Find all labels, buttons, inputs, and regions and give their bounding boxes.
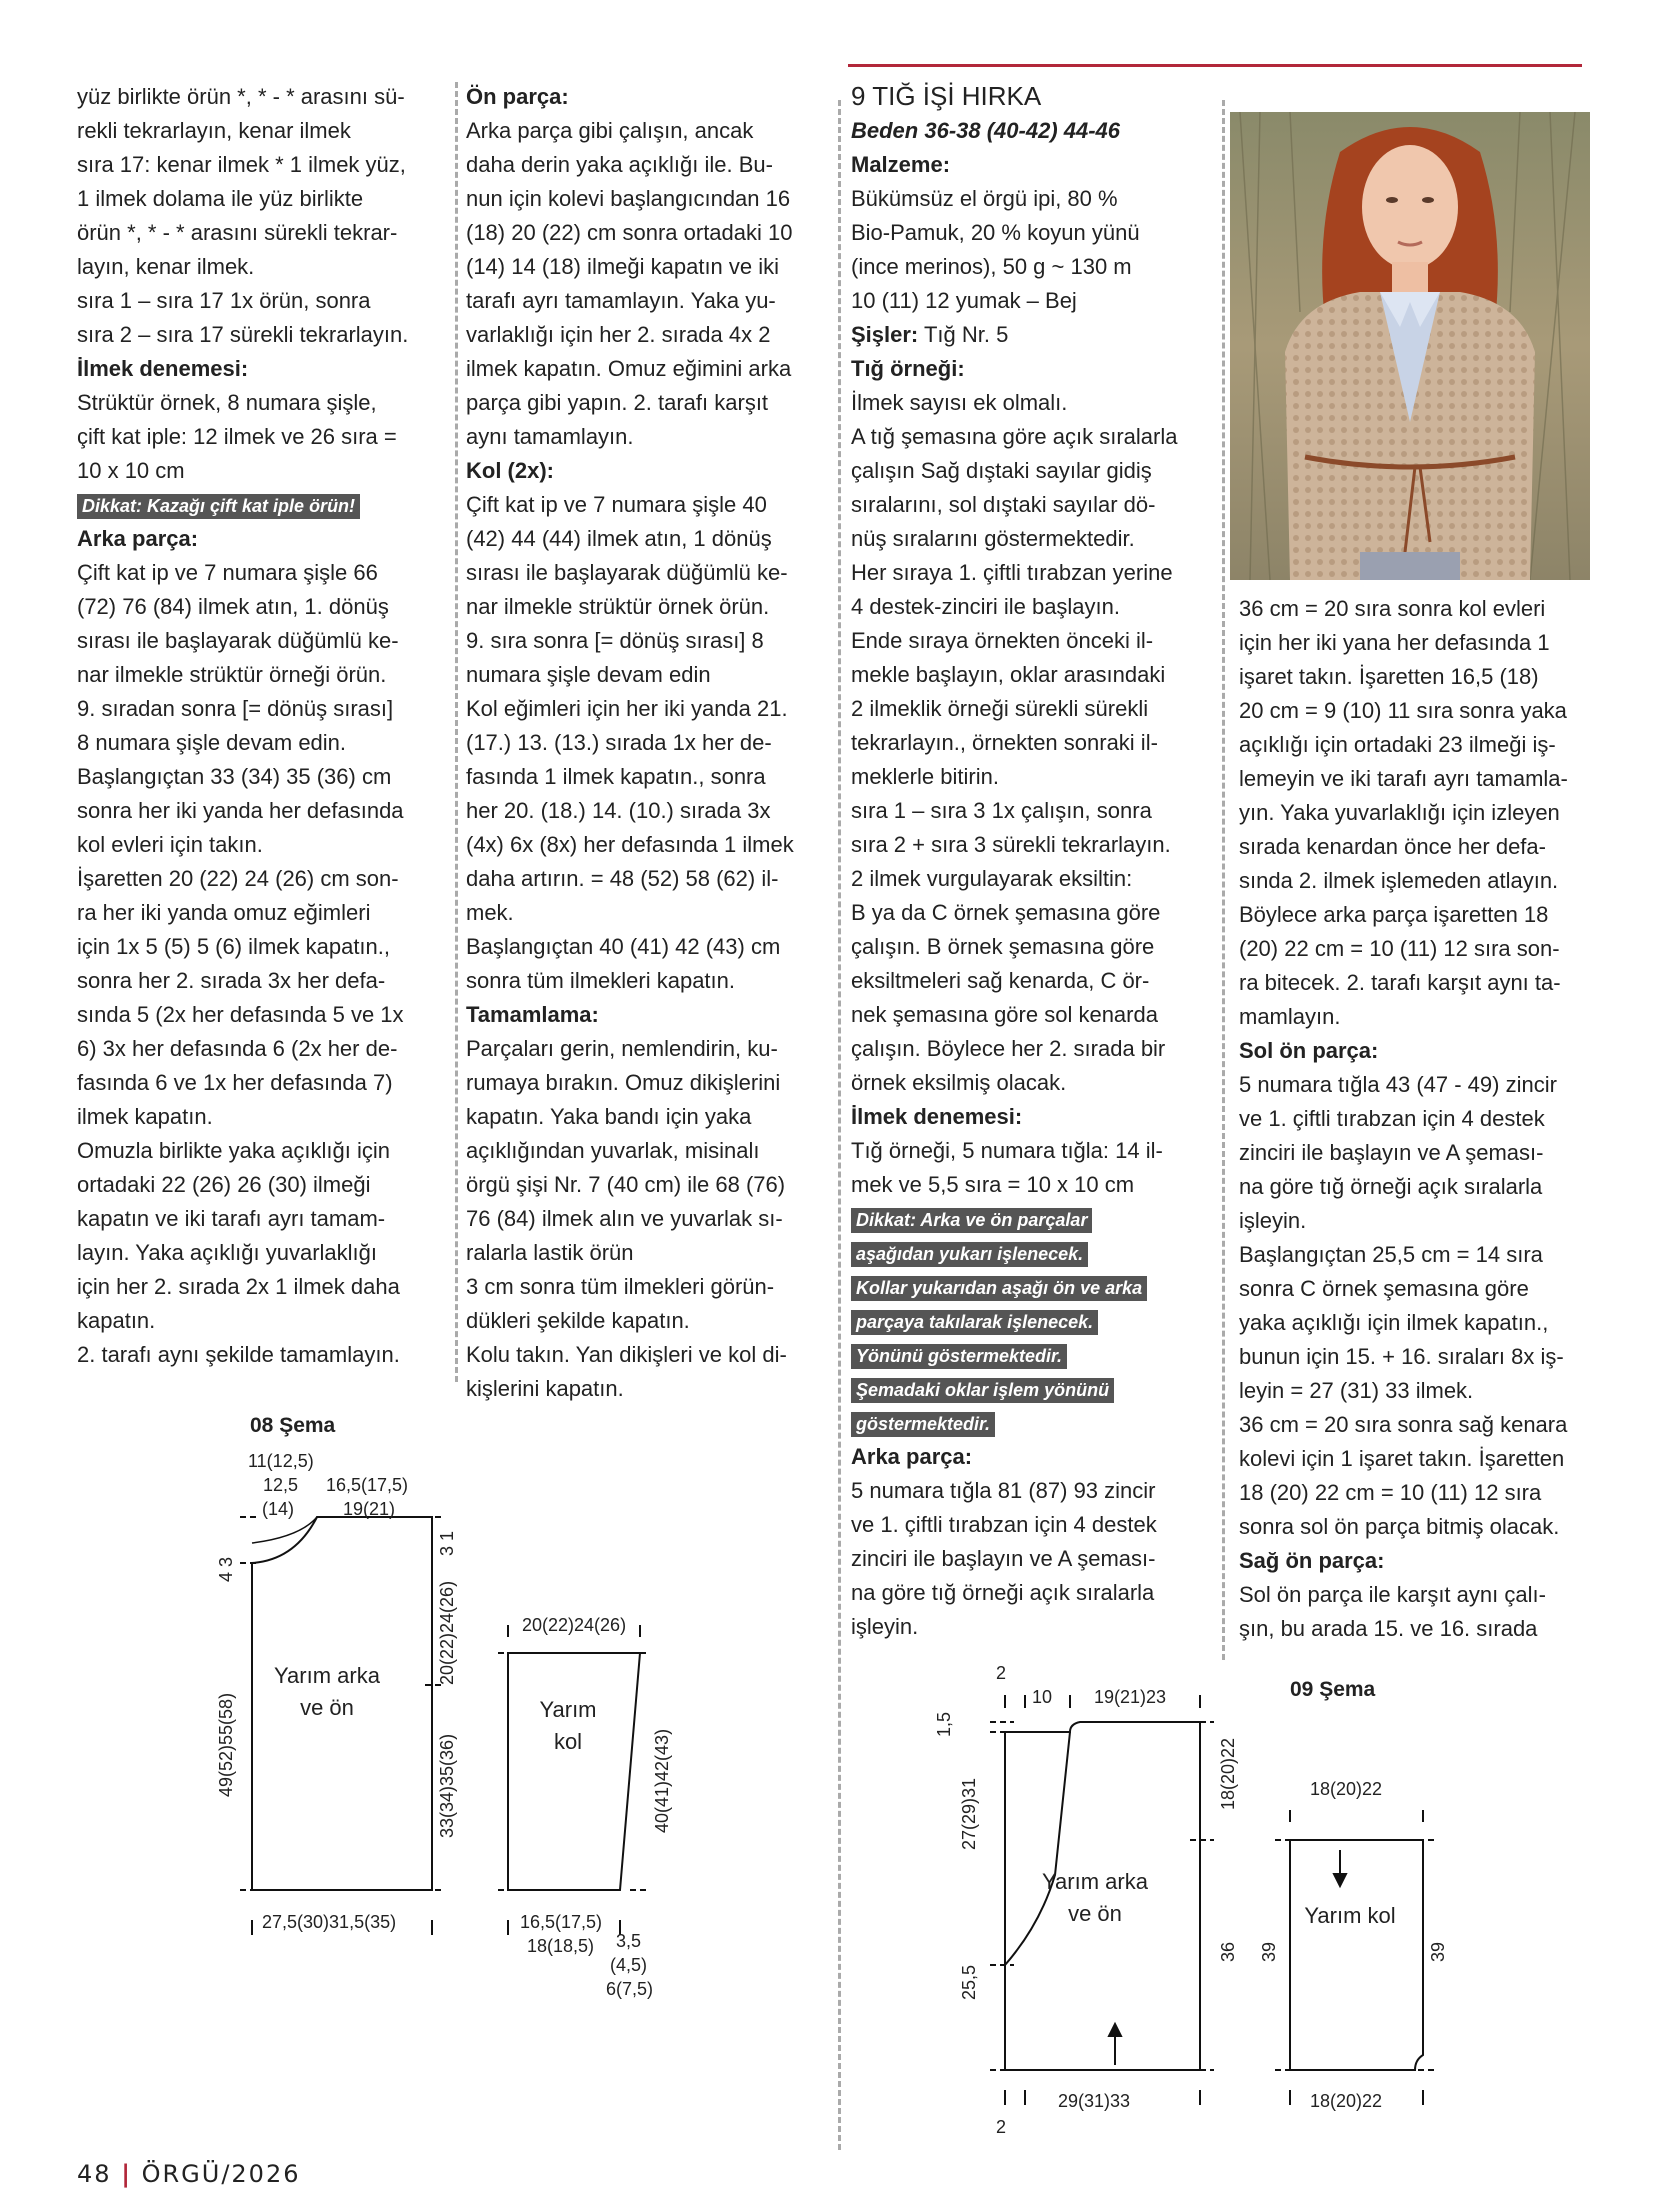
col1-line: sıra 17: kenar ilmek * 1 ilmek yüz, xyxy=(77,152,406,177)
col3-line: çalışın Sağ dıştaki sayılar gidiş xyxy=(851,458,1152,483)
col4-line: ve 1. çiftli tırabzan için 4 destek xyxy=(1239,1106,1545,1131)
col1-line: 6) 3x her defasında 6 (2x her de- xyxy=(77,1036,398,1061)
col1-line: Omuzla birlikte yaka açıklığı için xyxy=(77,1138,390,1163)
col3-line: çalışın. Böylece her 2. sırada bir xyxy=(851,1036,1166,1061)
article-title: 9 TIĞ İŞİ HIRKA xyxy=(851,81,1042,111)
col4-line: lemeyin ve iki tarafı ayrı tamamla- xyxy=(1239,766,1568,791)
col3-line: 2 ilmek vurgulayarak eksiltin: xyxy=(851,866,1133,891)
col3-line: na göre tığ örneği açık sıralarla xyxy=(851,1580,1155,1605)
col2-line: dükleri şekilde kapatın. xyxy=(466,1308,690,1333)
sema09-left-upper: 27(29)31 xyxy=(959,1777,979,1850)
col3-line: 10 (11) 12 yumak – Bej xyxy=(851,288,1077,313)
col3-line xyxy=(851,1236,1213,1270)
col3-line: İlmek sayısı ek olmalı. xyxy=(851,390,1068,415)
col3-line: Tığ örneği: xyxy=(851,356,965,381)
col3-line: Arka parça: xyxy=(851,1444,973,1469)
col2-line: Tamamlama: xyxy=(466,1002,599,1027)
col2-line: nar ilmekle strüktür örnek örün. xyxy=(466,594,770,619)
sema08-left-big: 49(52)55(58) xyxy=(216,1692,236,1797)
col2-line: (17.) 13. (13.) sırada 1x her de- xyxy=(466,730,772,755)
col4-line: 36 cm = 20 sıra sonra kol evleri xyxy=(1239,596,1546,621)
sema09-top-10: 10 xyxy=(1032,1687,1053,1707)
page-footer xyxy=(77,2160,301,2188)
col4-line: zinciri ile başlayın ve A şeması- xyxy=(1239,1140,1544,1165)
sema08-sleeve-right: 40(41)42(43) xyxy=(652,1728,672,1833)
col1-line: çift kat iple: 12 ilmek ve 26 sıra = xyxy=(77,424,397,449)
col3-line: A tığ şemasına göre açık sıralarla xyxy=(851,424,1178,449)
sema08-sleeve-bottom-c: 3,5 xyxy=(616,1931,642,1951)
col1-line: 10 x 10 cm xyxy=(77,458,185,483)
col3-line: nüş sıralarını göstermektedir. xyxy=(851,526,1135,551)
col4-line: Sağ ön parça: xyxy=(1239,1548,1385,1573)
col1-line: 8 numara şişle devam edin. xyxy=(77,730,347,755)
col3-line: zinciri ile başlayın ve A şeması- xyxy=(851,1546,1156,1571)
col3-line xyxy=(851,1270,1213,1304)
line-heading: Şişler: xyxy=(851,322,919,347)
sema09-sleeve-top: 18(20)22 xyxy=(1310,1779,1383,1799)
col1-line: layın, kenar ilmek. xyxy=(77,254,255,279)
sema09-left-15: 1,5 xyxy=(934,1711,954,1737)
col2-line: 3 cm sonra tüm ilmekleri görün- xyxy=(466,1274,775,1299)
col4-line: bunun için 15. + 16. sıraları 8x iş- xyxy=(1239,1344,1564,1369)
col1-line: ra her iki yanda omuz eğimleri xyxy=(77,900,371,925)
col1-line: sonra her 2. sırada 3x her defa- xyxy=(77,968,386,993)
col2-line: Arka parça gibi çalışın, ancak xyxy=(466,118,754,143)
col2-line: örgü şişi Nr. 7 (40 cm) ile 68 (76) xyxy=(466,1172,786,1197)
col1-line: İşaretten 20 (22) 24 (26) cm son- xyxy=(77,866,399,891)
col1-line: için her 2. sırada 2x 1 ilmek daha xyxy=(77,1274,400,1299)
col3-line: (ince merinos), 50 g ~ 130 m xyxy=(851,254,1132,279)
header-rule xyxy=(848,64,1582,67)
col2-line: sonra tüm ilmekleri kapatın. xyxy=(466,968,735,993)
col2-line: Kolu takın. Yan dikişleri ve kol di- xyxy=(466,1342,787,1367)
col2-line: (18) 20 (22) cm sonra ortadaki 10 xyxy=(466,220,793,245)
col4-line: 36 cm = 20 sıra sonra sağ kenara xyxy=(1239,1412,1568,1437)
sema08-bottom: 27,5(30)31,5(35) xyxy=(262,1912,397,1932)
col2-line: varlaklığı için her 2. sırada 4x 2 xyxy=(466,322,771,347)
col2-line: her 20. (18.) 14. (10.) sırada 3x xyxy=(466,798,771,823)
note-highlight: Kollar yukarıdan aşağı ön ve arka xyxy=(851,1276,1147,1301)
sema08-sleeve-bottom-d: (4,5) xyxy=(610,1955,648,1975)
col3-line: mekle başlayın, oklar arasındaki xyxy=(851,662,1166,687)
cardigan-photo xyxy=(1230,112,1590,580)
col2-line: mek. xyxy=(466,900,514,925)
sema09-top-2: 2 xyxy=(996,1663,1007,1683)
note-highlight: göstermektedir. xyxy=(851,1412,995,1437)
col1-line: sırası ile başlayarak düğümlü ke- xyxy=(77,628,399,653)
col2-line: Başlangıçtan 40 (41) 42 (43) cm xyxy=(466,934,781,959)
col4-line: yın. Yaka yuvarlaklığı için izleyen xyxy=(1239,800,1560,825)
col1-line: İlmek denemesi: xyxy=(77,356,249,381)
col3-line xyxy=(851,1372,1213,1406)
col2-line: fasında 1 ilmek kapatın., sonra xyxy=(466,764,766,789)
column-3 xyxy=(851,148,1213,1644)
sema08-sleeve-bottom-b: 18(18,5) xyxy=(527,1936,595,1956)
col2-line: (42) 44 (44) ilmek atın, 1 dönüş xyxy=(466,526,772,551)
col4-line: Sol ön parça ile karşıt aynı çalı- xyxy=(1239,1582,1546,1607)
col1-line: kapatın. xyxy=(77,1308,156,1333)
footer-separator: | xyxy=(121,2160,132,2188)
col2-line: numara şişle devam edin xyxy=(466,662,711,687)
col3-line: eksiltmeleri sağ kenarda, C ör- xyxy=(851,968,1150,993)
sema08-top-b: 12,5 xyxy=(263,1475,299,1495)
col1-line: 2. tarafı aynı şekilde tamamlayın. xyxy=(77,1342,400,1367)
sema09-right-upper: 18(20)22 xyxy=(1218,1737,1238,1810)
note-highlight: parçaya takılarak işlenecek. xyxy=(851,1310,1098,1335)
sema08-sleeve-bottom-a: 16,5(17,5) xyxy=(520,1912,603,1932)
col1-line: 1 ilmek dolama ile yüz birlikte xyxy=(77,186,364,211)
col3-line: örnek eksilmiş olacak. xyxy=(851,1070,1067,1095)
col2-line: açıklığından yuvarlak, misinalı xyxy=(466,1138,760,1163)
col3-line: Bio-Pamuk, 20 % koyun yünü xyxy=(851,220,1140,245)
col4-line: 18 (20) 22 cm = 10 (11) 12 sıra xyxy=(1239,1480,1542,1505)
col2-line: rumaya bırakın. Omuz dikişlerini xyxy=(466,1070,781,1095)
note-highlight: Dikkat: Arka ve ön parçalar xyxy=(851,1208,1092,1233)
col4-line: sında 2. ilmek işlemeden atlayın. xyxy=(1239,868,1559,893)
col3-line: nek şemasına göre sol kenarda xyxy=(851,1002,1158,1027)
col2-line: Kol (2x): xyxy=(466,458,554,483)
sema08-sleeve-label: Yarım kol xyxy=(539,1697,597,1754)
col4-line: işleyin. xyxy=(1239,1208,1307,1233)
note-highlight: Dikkat: Kazağı çift kat iple örün! xyxy=(77,494,360,519)
col2-line: (4x) 6x (8x) her defasında 1 ilmek xyxy=(466,832,794,857)
col3-line: 5 numara tığla 81 (87) 93 zincir xyxy=(851,1478,1156,1503)
col4-line: için her iki yana her defasında 1 xyxy=(1239,630,1550,655)
col2-line: nun için kolevi başlangıcından 16 xyxy=(466,186,791,211)
col1-line: Arka parça: xyxy=(77,526,199,551)
col2-line: Ön parça: xyxy=(466,84,569,109)
col1-line: sonra her iki yanda her defasında xyxy=(77,798,404,823)
col4-line: sonra sol ön parça bitmiş olacak. xyxy=(1239,1514,1560,1539)
col4-line: Sol ön parça: xyxy=(1239,1038,1379,1063)
col1-line: Çift kat ip ve 7 numara şişle 66 xyxy=(77,560,378,585)
col1-line: layın. Yaka açıklığı yuvarlaklığı xyxy=(77,1240,377,1265)
col2-line: Parçaları gerin, nemlendirin, ku- xyxy=(466,1036,778,1061)
sema09-body-label: Yarım arka ve ön xyxy=(1042,1869,1148,1926)
col2-line: sırası ile başlayarak düğümlü ke- xyxy=(466,560,788,585)
col3-line: işleyin. xyxy=(851,1614,919,1639)
article-size: Beden 36-38 (40-42) 44-46 xyxy=(851,118,1121,143)
col4-line: ra bitecek. 2. tarafı karşıt aynı ta- xyxy=(1239,970,1561,995)
sema09-right-36: 36 xyxy=(1218,1941,1238,1962)
col4-line: (20) 22 cm = 10 (11) 12 sıra son- xyxy=(1239,936,1560,961)
col1-line: sında 5 (2x her defasında 5 ve 1x xyxy=(77,1002,404,1027)
col3-line: çalışın. B örnek şemasına göre xyxy=(851,934,1155,959)
col1-line: için 1x 5 (5) 5 (6) ilmek kapatın., xyxy=(77,934,391,959)
column-1 xyxy=(77,80,439,1372)
col2-line: 9. sıra sonra [= dönüş sırası] 8 xyxy=(466,628,764,653)
col1-line: Strüktür örnek, 8 numara şişle, xyxy=(77,390,377,415)
sema08-body-label: Yarım arka ve ön xyxy=(274,1663,380,1720)
col1-line: ortadaki 22 (26) 26 (30) ilmeği xyxy=(77,1172,371,1197)
col1-line: sıra 1 – sıra 17 1x örün, sonra xyxy=(77,288,371,313)
note-highlight: Yönünü göstermektedir. xyxy=(851,1344,1067,1369)
col3-line: meklerle bitirin. xyxy=(851,764,999,789)
sema09-sleeve-label: Yarım kol xyxy=(1304,1903,1396,1928)
col4-line: işaret takın. İşaretten 16,5 (18) xyxy=(1239,664,1539,689)
col2-line: parça gibi yapın. 2. tarafı karşıt xyxy=(466,390,769,415)
col1-line: 9. sıradan sonra [= dönüş sırası] xyxy=(77,696,394,721)
sema08-left-small: 4 3 xyxy=(216,1556,236,1582)
sema08-sleeve-bottom-e: 6(7,5) xyxy=(606,1979,654,1999)
col4-line: sonra C örnek şemasına göre xyxy=(1239,1276,1529,1301)
col3-line: mek ve 5,5 sıra = 10 x 10 cm xyxy=(851,1172,1135,1197)
col3-line: tekrarlayın., örnekten sonraki il- xyxy=(851,730,1158,755)
sema08-right-mid: 20(22)24(26) xyxy=(437,1580,457,1685)
col3-line: 2 ilmeklik örneği sürekli sürekli xyxy=(851,696,1149,721)
col3-line: Bükümsüz el örgü ipi, 80 % xyxy=(851,186,1118,211)
sema09-left-lower: 25,5 xyxy=(959,1964,979,2000)
col2-line: Çift kat ip ve 7 numara şişle 40 xyxy=(466,492,767,517)
magazine-name: ÖRGÜ/2026 xyxy=(141,2160,301,2188)
sema08-right-small: 3 1 xyxy=(437,1530,457,1556)
column-divider xyxy=(455,82,458,1382)
sema09-top-width: 19(21)23 xyxy=(1094,1687,1167,1707)
col2-line: daha derin yaka açıklığı ile. Bu- xyxy=(466,152,773,177)
col3-line: Her sıraya 1. çiftli tırabzan yerine xyxy=(851,560,1173,585)
col1-line: rekli tekrarlayın, kenar ilmek xyxy=(77,118,351,143)
col2-line: (14) 14 (18) ilmeği kapatın ve iki xyxy=(466,254,780,279)
sema09-bottom: 29(31)33 xyxy=(1058,2091,1131,2111)
col2-line: aynı tamamlayın. xyxy=(466,424,634,449)
col3-line: Ende sıraya örnekten önceki il- xyxy=(851,628,1154,653)
col1-line: kol evleri için takın. xyxy=(77,832,263,857)
col4-line: na göre tığ örneği açık sıralarla xyxy=(1239,1174,1543,1199)
col2-line: kişlerini kapatın. xyxy=(466,1376,624,1401)
sema-09-title: 09 Şema xyxy=(1290,1678,1376,1701)
col3-line: B ya da C örnek şemasına göre xyxy=(851,900,1161,925)
sema-08-title: 08 Şema xyxy=(250,1414,336,1437)
col1-line: Başlangıçtan 33 (34) 35 (36) cm xyxy=(77,764,392,789)
sema09-sleeve-left: 39 xyxy=(1259,1941,1279,1962)
sema08-top-e: 19(21) xyxy=(343,1499,396,1519)
col2-line: 76 (84) ilmek alın ve yuvarlak sı- xyxy=(466,1206,783,1231)
sema08-right-big: 33(34)35(36) xyxy=(437,1733,457,1838)
col4-line: Başlangıçtan 25,5 cm = 14 sıra xyxy=(1239,1242,1543,1267)
sema08-top-c: (14) xyxy=(262,1499,295,1519)
col4-line: yaka açıklığı için ilmek kapatın., xyxy=(1239,1310,1549,1335)
column-divider xyxy=(838,100,841,2150)
sema08-sleeve-top: 20(22)24(26) xyxy=(522,1615,627,1635)
col1-line xyxy=(77,488,439,522)
col4-line: şın, bu arada 15. ve 16. sırada xyxy=(1239,1616,1538,1641)
col2-line: daha artırın. = 48 (52) 58 (62) il- xyxy=(466,866,779,891)
sleeve-outline xyxy=(508,1653,640,1890)
note-highlight: aşağıdan yukarı işlenecek. xyxy=(851,1242,1088,1267)
col4-line: açıklığı için ortadaki 23 ilmeği iş- xyxy=(1239,732,1556,757)
col1-line: sıra 2 – sıra 17 sürekli tekrarlayın. xyxy=(77,322,409,347)
col1-line: yüz birlikte örün *, * - * arasını sü- xyxy=(77,84,405,109)
col4-line: leyin = 27 (31) 33 ilmek. xyxy=(1239,1378,1474,1403)
col3-line: ve 1. çiftli tırabzan için 4 destek xyxy=(851,1512,1157,1537)
col3-line: sıralarını, sol dıştaki sayılar dö- xyxy=(851,492,1156,517)
col4-line: Böylece arka parça işaretten 18 xyxy=(1239,902,1549,927)
col2-line: tarafı ayrı tamamlayın. Yaka yu- xyxy=(466,288,776,313)
col3-line: İlmek denemesi: xyxy=(851,1104,1023,1129)
article-header xyxy=(851,78,1213,148)
col1-line: örün *, * - * arasını sürekli tekrar- xyxy=(77,220,398,245)
col4-line: sırada kenardan önce her defa- xyxy=(1239,834,1546,859)
col3-line: 4 destek-zinciri ile başlayın. xyxy=(851,594,1121,619)
col3-line xyxy=(851,1406,1213,1440)
note-highlight: Şemadaki oklar işlem yönünü xyxy=(851,1378,1114,1403)
col4-line: mamlayın. xyxy=(1239,1004,1341,1029)
sema09-sleeve-bottom: 18(20)22 xyxy=(1310,2091,1383,2111)
col1-line: kapatın ve iki tarafı ayrı tamam- xyxy=(77,1206,386,1231)
col3-line: Tığ örneği, 5 numara tığla: 14 il- xyxy=(851,1138,1163,1163)
col2-line: ilmek kapatın. Omuz eğimini arka xyxy=(466,356,792,381)
sema09-bottom-2: 2 xyxy=(996,2117,1007,2137)
col4-line: kolevi için 1 işaret takın. İşaretten xyxy=(1239,1446,1565,1471)
sema08-top-a: 11(12,5) xyxy=(248,1451,314,1471)
col2-line: Kol eğimleri için her iki yanda 21. xyxy=(466,696,788,721)
col3-line: Malzeme: xyxy=(851,152,951,177)
col3-line: Şişler: Tığ Nr. 5 xyxy=(851,322,1009,347)
col2-line: ralarla lastik örün xyxy=(466,1240,634,1265)
sema08-top-d: 16,5(17,5) xyxy=(326,1475,409,1495)
col4-line: 5 numara tığla 43 (47 - 49) zincir xyxy=(1239,1072,1557,1097)
col3-line xyxy=(851,1338,1213,1372)
col1-line: (72) 76 (84) ilmek atın, 1. dönüş xyxy=(77,594,389,619)
sema09-sleeve-right: 39 xyxy=(1428,1941,1448,1962)
col3-line xyxy=(851,1202,1213,1236)
col1-line: fasında 6 ve 1x her defasında 7) xyxy=(77,1070,393,1095)
col1-line: ilmek kapatın. xyxy=(77,1104,213,1129)
col3-line: sıra 1 – sıra 3 1x çalışın, sonra xyxy=(851,798,1152,823)
col2-line: kapatın. Yaka bandı için yaka xyxy=(466,1104,752,1129)
column-divider xyxy=(1222,100,1225,1660)
sleeve-outline xyxy=(1290,1840,1423,2070)
col4-line: 20 cm = 9 (10) 11 sıra sonra yaka xyxy=(1239,698,1567,723)
column-4 xyxy=(1239,592,1596,1646)
col3-line: sıra 2 + sıra 3 sürekli tekrarlayın. xyxy=(851,832,1171,857)
column-2 xyxy=(466,80,828,1406)
col1-line: nar ilmekle strüktür örneği örün. xyxy=(77,662,387,687)
page-number: 48 xyxy=(77,2160,112,2188)
col3-line xyxy=(851,1304,1213,1338)
